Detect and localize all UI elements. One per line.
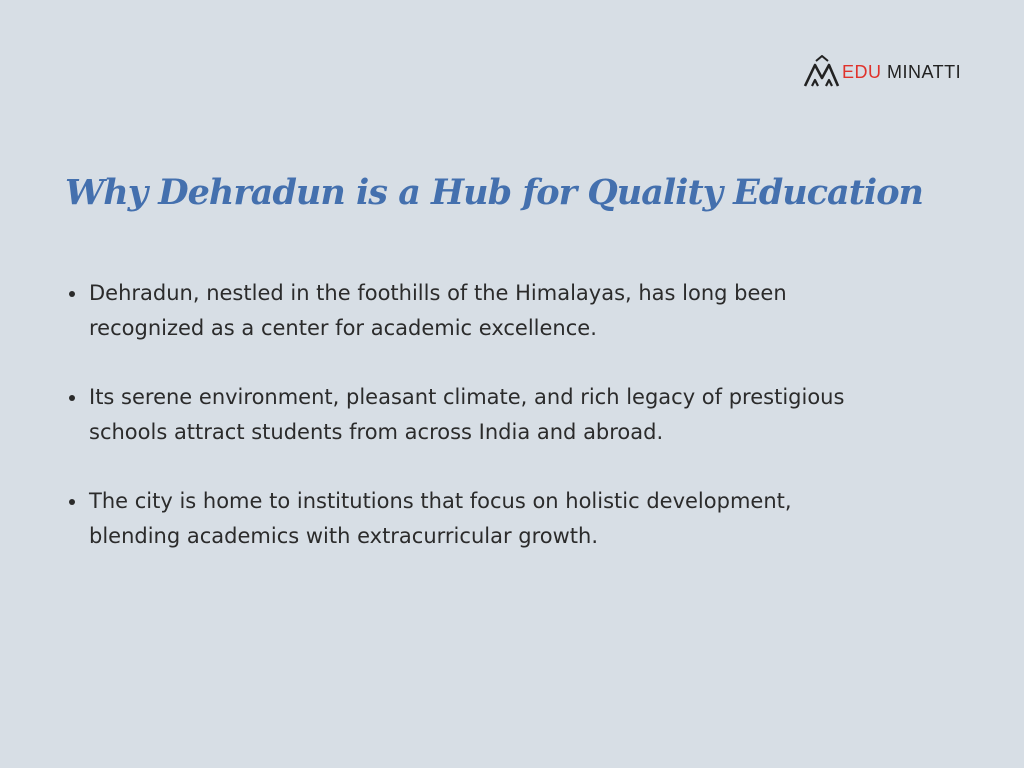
logo-edu-text: EDU	[842, 62, 882, 82]
bullet-list	[66, 276, 886, 588]
bullet-text: Its serene environment, pleasant climate, and rich legacy of prestigious schools attract students from across India and abroad.	[89, 385, 845, 444]
bullet-item	[66, 380, 886, 450]
brand-logo	[803, 54, 961, 90]
bullet-dot-icon	[69, 291, 75, 297]
slide-title: Why Dehradun is a Hub for Quality Education	[65, 172, 923, 213]
bullet-text: The city is home to institutions that focus on holistic development, blending academics with extracurricular growth.	[89, 489, 792, 548]
bullet-dot-icon	[69, 395, 75, 401]
bullet-dot-icon	[69, 499, 75, 505]
bullet-item	[66, 276, 886, 346]
bullet-text: Dehradun, nestled in the foothills of the Himalayas, has long been recognized as a center for academic excellence.	[89, 281, 787, 340]
mountain-logo-icon	[803, 55, 841, 89]
logo-wordmark	[842, 63, 961, 81]
logo-minatti-text: MINATTI	[881, 62, 962, 82]
bullet-item	[66, 484, 886, 554]
